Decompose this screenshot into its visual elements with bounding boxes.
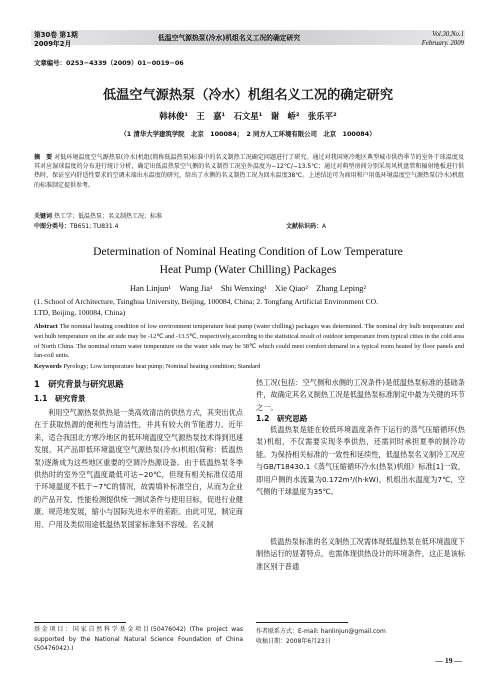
received-date: 收稿日期：2008年6月23日 <box>256 638 331 645</box>
title-en-line2: Heat Pump (Water Chilling) Packages <box>159 263 337 276</box>
author-contact: 作者联系方式：E-mail: hanlinjun@gmail.com <box>256 628 386 635</box>
section-1-2-paragraph: 低温热泵是能在较低环境温度条件下运行的蒸气压缩循环(热泵)机组，不仅需要实现冬季供热，还需同时承担夏季的制冷功能。为保持相关标准的一致性和延续性，低温热泵名义制冷工况应与GB/T18430.1《蒸气压缩循环冷水(热泵)机组》标准[1]一致，即用户侧的水流量为0.172m³/(h·kW)，机组出水温度为7℃，空气侧的干球温度为35℃。 <box>256 425 465 497</box>
doc-code-cn-text: A <box>322 223 327 230</box>
section-1-heading: 1 研究背景与研究思路 <box>34 379 124 389</box>
clc-cn-text: TB651; TU831.4 <box>70 223 119 230</box>
keywords-en <box>34 362 464 372</box>
abstract-cn-label: 摘 要 <box>34 154 53 161</box>
authors-en: Han Linjun¹ Wang Jia¹ Shi Wenxing¹ Xie Qiao² Zhang Leping² <box>130 284 366 293</box>
keywords-cn-text: 热工学；低温热泵；名义制热工况；标准 <box>53 213 162 220</box>
issue-cn: 第30卷 第1期 <box>34 31 78 39</box>
authors-cn: 韩林俊¹ 王 嘉¹ 石文星¹ 谢 峤² 张乐平² <box>159 111 337 121</box>
funding-footnote: 基金项目：国家自然科学基金项目(50476042) (The project was supported by the National Natural Science Foundation of China (50476042).) <box>34 626 243 653</box>
clc-cn <box>34 222 118 231</box>
doc-code-cn-label: 文献标识码： <box>286 223 323 230</box>
clc-cn-label: 中图分类号： <box>34 223 71 230</box>
keywords-en-label: Keywords <box>34 363 62 370</box>
running-title: 低温空气源热泵(冷水)机组名义工况的确定研究 <box>158 34 301 42</box>
keywords-en-text: Pyrology; Low temperature heat pump; Nominal heating condition; Standard <box>63 363 261 370</box>
right-paragraph-1: 热工况(包括：空气侧和水侧的工况条件)是低温热泵标准的基础条件，故确定其名义制热工况是低温热泵标准制定中最为关键的环节之一。 <box>256 378 465 412</box>
keywords-cn <box>34 212 464 221</box>
section-1-2-paragraph-2: 低温热泵标准的名义制热工况需体现低温热泵在低环境温度下制热运行的显著特点，也需体现供热设计的环境条件，这正是该标准区别于普通 <box>256 537 465 571</box>
affiliations-en <box>34 296 464 318</box>
issue-en: Vol.30,No.1 <box>432 31 464 38</box>
article-number: 文章编号：0253−4339（2009）01−0019−06 <box>34 59 184 67</box>
section-1-1-paragraph: 利用空气源热泵供热是一类高效清洁的供热方式，其突出优点在于获取热源的便利性与清洁性，并具有较大的节能潜力。近年来，适合我国北方寒冷地区的低环境温度空气源热泵技术得到迅速发展，其产品即低环境温度空气源热泵(冷水)机组(简称：低温热泵)逐渐成为这些地区重要的空调冷热源设备。由于低温热泵冬季供热时的室外空气温度最低可达−20℃，但现有相关标准仅适用于环境温度不低于−7℃的情况，故需填补标准空白，从而为企业的产品开发、性能检测提供统一测试条件与使用目标，促进行业健康、规范地发展，缩小与国际先进水平的差距。由此可见，制定商用、户用及类似用途低温热泵国家标准刻不容缓。名义制 <box>34 408 243 529</box>
affiliations-en-line2: LTD, Beijing, 100084, China) <box>34 308 126 317</box>
date-en: February. 2009 <box>421 40 464 47</box>
page-number: — 19 — <box>435 656 462 665</box>
title-en-line1: Determination of Nominal Heating Condition of Low Temperature <box>93 245 403 258</box>
date-cn: 2009年2月 <box>34 40 72 48</box>
affiliations-cn: （1 清华大学建筑学院 北京 100084； 2 同方人工环境有限公司 北京 100084） <box>120 130 376 138</box>
title-cn: 低温空气源热泵（冷水）机组名义工况的确定研究 <box>102 88 394 103</box>
abstract-en <box>34 322 464 361</box>
keywords-cn-label: 关键词 <box>34 213 53 220</box>
footnote-rule <box>34 622 126 623</box>
doc-code-cn <box>286 222 326 231</box>
abstract-cn <box>34 153 464 190</box>
affiliations-en-line1: (1. School of Architecture, Tsinghua University, Beijing, 100084, China; 2. Tongfang Artificial Environment CO. <box>34 297 379 306</box>
section-1-2-heading: 1.2 研究思路 <box>256 414 308 423</box>
contact-rule <box>256 622 348 623</box>
abstract-en-label: Abstract <box>34 323 58 330</box>
section-1-1-heading: 1.1 研究背景 <box>34 394 86 403</box>
abstract-en-text: The nominal heating condition of low environment temperature heat pump (water chilling) packages was determined. The nominal dry bulb temperature and wet bulb temperature on the air side may be -12℃ and -13.5℃, respectively,according to the statistical result of outdoor temperature from typical cities in the cold area of North China. The nominal return water temperature on the water side may be 38℃ which could meet comfort demand in a typical room heated by floor panels and fan-coil units. <box>34 323 464 360</box>
abstract-cn-text: 对低环境温度空气源热泵(冷水)机组(简称低温热泵)标准中的名义制热工况确定问题进行了研究。通过对我国寒冷地区典型城市供热季节的室外干球温度及其对应湿球温度的分布进行统计分析，确定出低温热泵空气侧的名义制热工况室外温度为−12℃/−13.5℃；通过对典型房间分别采用风机盘管和辐射地板进行供热时，保证室内舒适性要求的空调末端出水温度的研究，给出了水侧的名义制热工况为回水温度38℃。上述结论可为商用和户用低环境温度空气源热泵(冷水)机组的标准制定提供参考。 <box>34 154 464 189</box>
